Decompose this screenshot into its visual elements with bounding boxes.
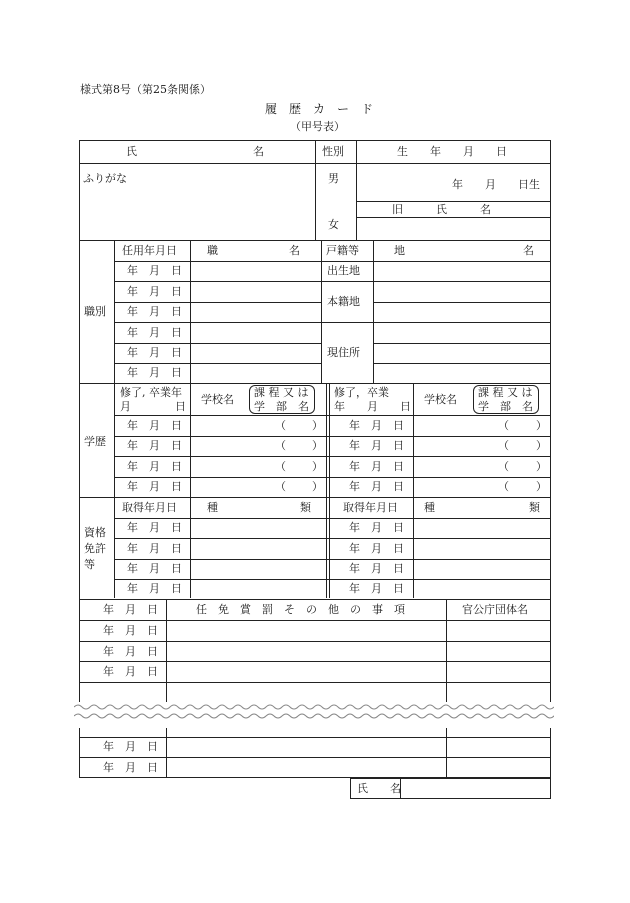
divider [79,682,551,683]
qualification-section-label: 免許 [84,542,106,555]
acquisition-date-header-right: 取得年月日 [343,501,398,514]
divider [373,302,551,303]
employment-date-row: 年 月 日 [127,264,182,277]
qualification-date-row-right: 年 月 日 [349,542,404,555]
history-date-row: 年 月 日 [103,645,158,658]
divider [373,343,551,344]
name-label: 氏 [126,145,137,158]
course-paren-open: （ [275,439,286,452]
education-date-row: 年 月 日 [127,480,182,493]
course-header-right: 学 部 名 [478,400,533,413]
course-header-right: 課 程 又 は [478,386,533,399]
course-paren-close: ） [536,439,547,452]
history-matters-header: 任 免 賞 罰 そ の 他 の 事 項 [196,603,405,616]
divider [79,497,551,498]
job-title-header: 職 [207,244,218,257]
divider [114,538,551,539]
divider [79,641,551,642]
divider [114,261,551,262]
family-register-header: 戸籍等 [326,244,359,257]
course-paren-open: （ [498,419,509,432]
divider [356,201,551,202]
course-paren-open: （ [498,439,509,452]
education-date-row-right: 年 月 日 [349,419,404,432]
place-name-header: 名 [523,244,534,257]
course-paren-close: ） [312,460,323,473]
education-date-row-right: 年 月 日 [349,480,404,493]
divider [114,559,551,560]
divider [356,140,357,240]
divider [114,579,551,580]
employment-date-row: 年 月 日 [127,366,182,379]
history-date-header: 年 月 日 [103,603,158,616]
divider [114,436,551,437]
qualification-date-row-right: 年 月 日 [349,562,404,575]
divider [79,737,551,738]
graduation-date-header-right: 修了，卒業 [334,386,389,399]
qualification-section-label: 等 [84,558,95,571]
employment-date-row: 年 月 日 [127,305,182,318]
divider [114,456,551,457]
birthplace-label: 出生地 [327,264,360,277]
course-paren-open: （ [275,460,286,473]
domicile-label: 本籍地 [327,295,360,308]
residence-label: 現住所 [327,346,360,359]
kind-header: 種 [207,501,218,514]
divider [373,363,551,364]
female-option: 女 [328,218,339,231]
name-label: 名 [253,145,264,158]
sex-label: 性別 [322,145,344,158]
appointment-date-header: 任用年月日 [122,244,177,257]
history-date-row: 年 月 日 [103,624,158,637]
course-paren-close: ） [312,419,323,432]
course-paren-open: （ [498,480,509,493]
course-paren-open: （ [498,460,509,473]
education-date-row-right: 年 月 日 [349,460,404,473]
school-name-header: 学校名 [201,393,234,406]
course-paren-close: ） [312,480,323,493]
divider [79,620,551,621]
qualification-date-row: 年 月 日 [127,562,182,575]
divider [114,415,551,416]
graduation-date-header-right: 年 月 日 [334,400,411,413]
divider [79,599,551,600]
divider [114,477,551,478]
male-option: 男 [328,172,339,185]
form-title: 履 歴 カ ー ド [265,102,374,116]
course-paren-close: ） [536,460,547,473]
birth-date-label: 生 年 月 日 [397,145,507,158]
qualification-date-row-right: 年 月 日 [349,582,404,595]
acquisition-date-header: 取得年月日 [122,501,177,514]
kind-header: 類 [300,501,311,514]
divider [356,217,551,218]
kind-header-right: 類 [529,501,540,514]
divider [315,140,316,240]
signature-name-label: 氏 名 [357,782,401,795]
divider [114,518,551,519]
course-header: 学 部 名 [254,400,309,413]
divider [166,599,167,778]
employment-section-label: 職別 [84,305,106,318]
birth-date-value: 年 月 日生 [452,178,540,191]
table-break-mark [74,702,554,728]
course-paren-open: （ [275,419,286,432]
education-date-row: 年 月 日 [127,419,182,432]
form-number: 様式第8号（第25条関係） [80,83,211,96]
divider [79,661,551,662]
qualification-section-label: 資格 [84,526,106,539]
divider [446,599,447,778]
course-header: 課 程 又 は [254,386,309,399]
history-date-row: 年 月 日 [103,665,158,678]
history-date-row: 年 月 日 [103,740,158,753]
divider [114,281,551,282]
form-subtitle: （甲号表） [290,120,345,133]
graduation-date-header: 修了, 卒業年 [120,386,182,399]
education-date-row: 年 月 日 [127,460,182,473]
former-name-label: 旧 氏 名 [392,203,491,216]
employment-date-row: 年 月 日 [127,285,182,298]
graduation-date-header: 月 日 [120,400,186,413]
employment-date-row: 年 月 日 [127,326,182,339]
divider [114,363,321,364]
divider [114,240,115,598]
education-date-row-right: 年 月 日 [349,439,404,452]
place-name-header: 地 [394,244,405,257]
education-date-row: 年 月 日 [127,439,182,452]
employment-date-row: 年 月 日 [127,346,182,359]
qualification-date-row: 年 月 日 [127,542,182,555]
divider [79,383,551,384]
divider [114,302,321,303]
kind-header-right: 種 [424,501,435,514]
history-date-row: 年 月 日 [103,761,158,774]
qualification-date-row-right: 年 月 日 [349,521,404,534]
course-paren-open: （ [275,480,286,493]
qualification-date-row: 年 月 日 [127,582,182,595]
agency-name-header: 官公庁団体名 [462,603,528,616]
qualification-date-row: 年 月 日 [127,521,182,534]
job-title-header: 名 [289,244,300,257]
course-paren-close: ） [536,480,547,493]
divider [114,343,321,344]
furigana-label: ふりがな [83,172,127,185]
wavy-break-icon [74,702,554,728]
course-paren-close: ） [536,419,547,432]
divider [114,322,551,323]
school-name-header-right: 学校名 [424,393,457,406]
divider [79,240,551,241]
course-paren-close: ） [312,439,323,452]
divider [79,757,551,758]
education-section-label: 学歴 [84,435,106,448]
